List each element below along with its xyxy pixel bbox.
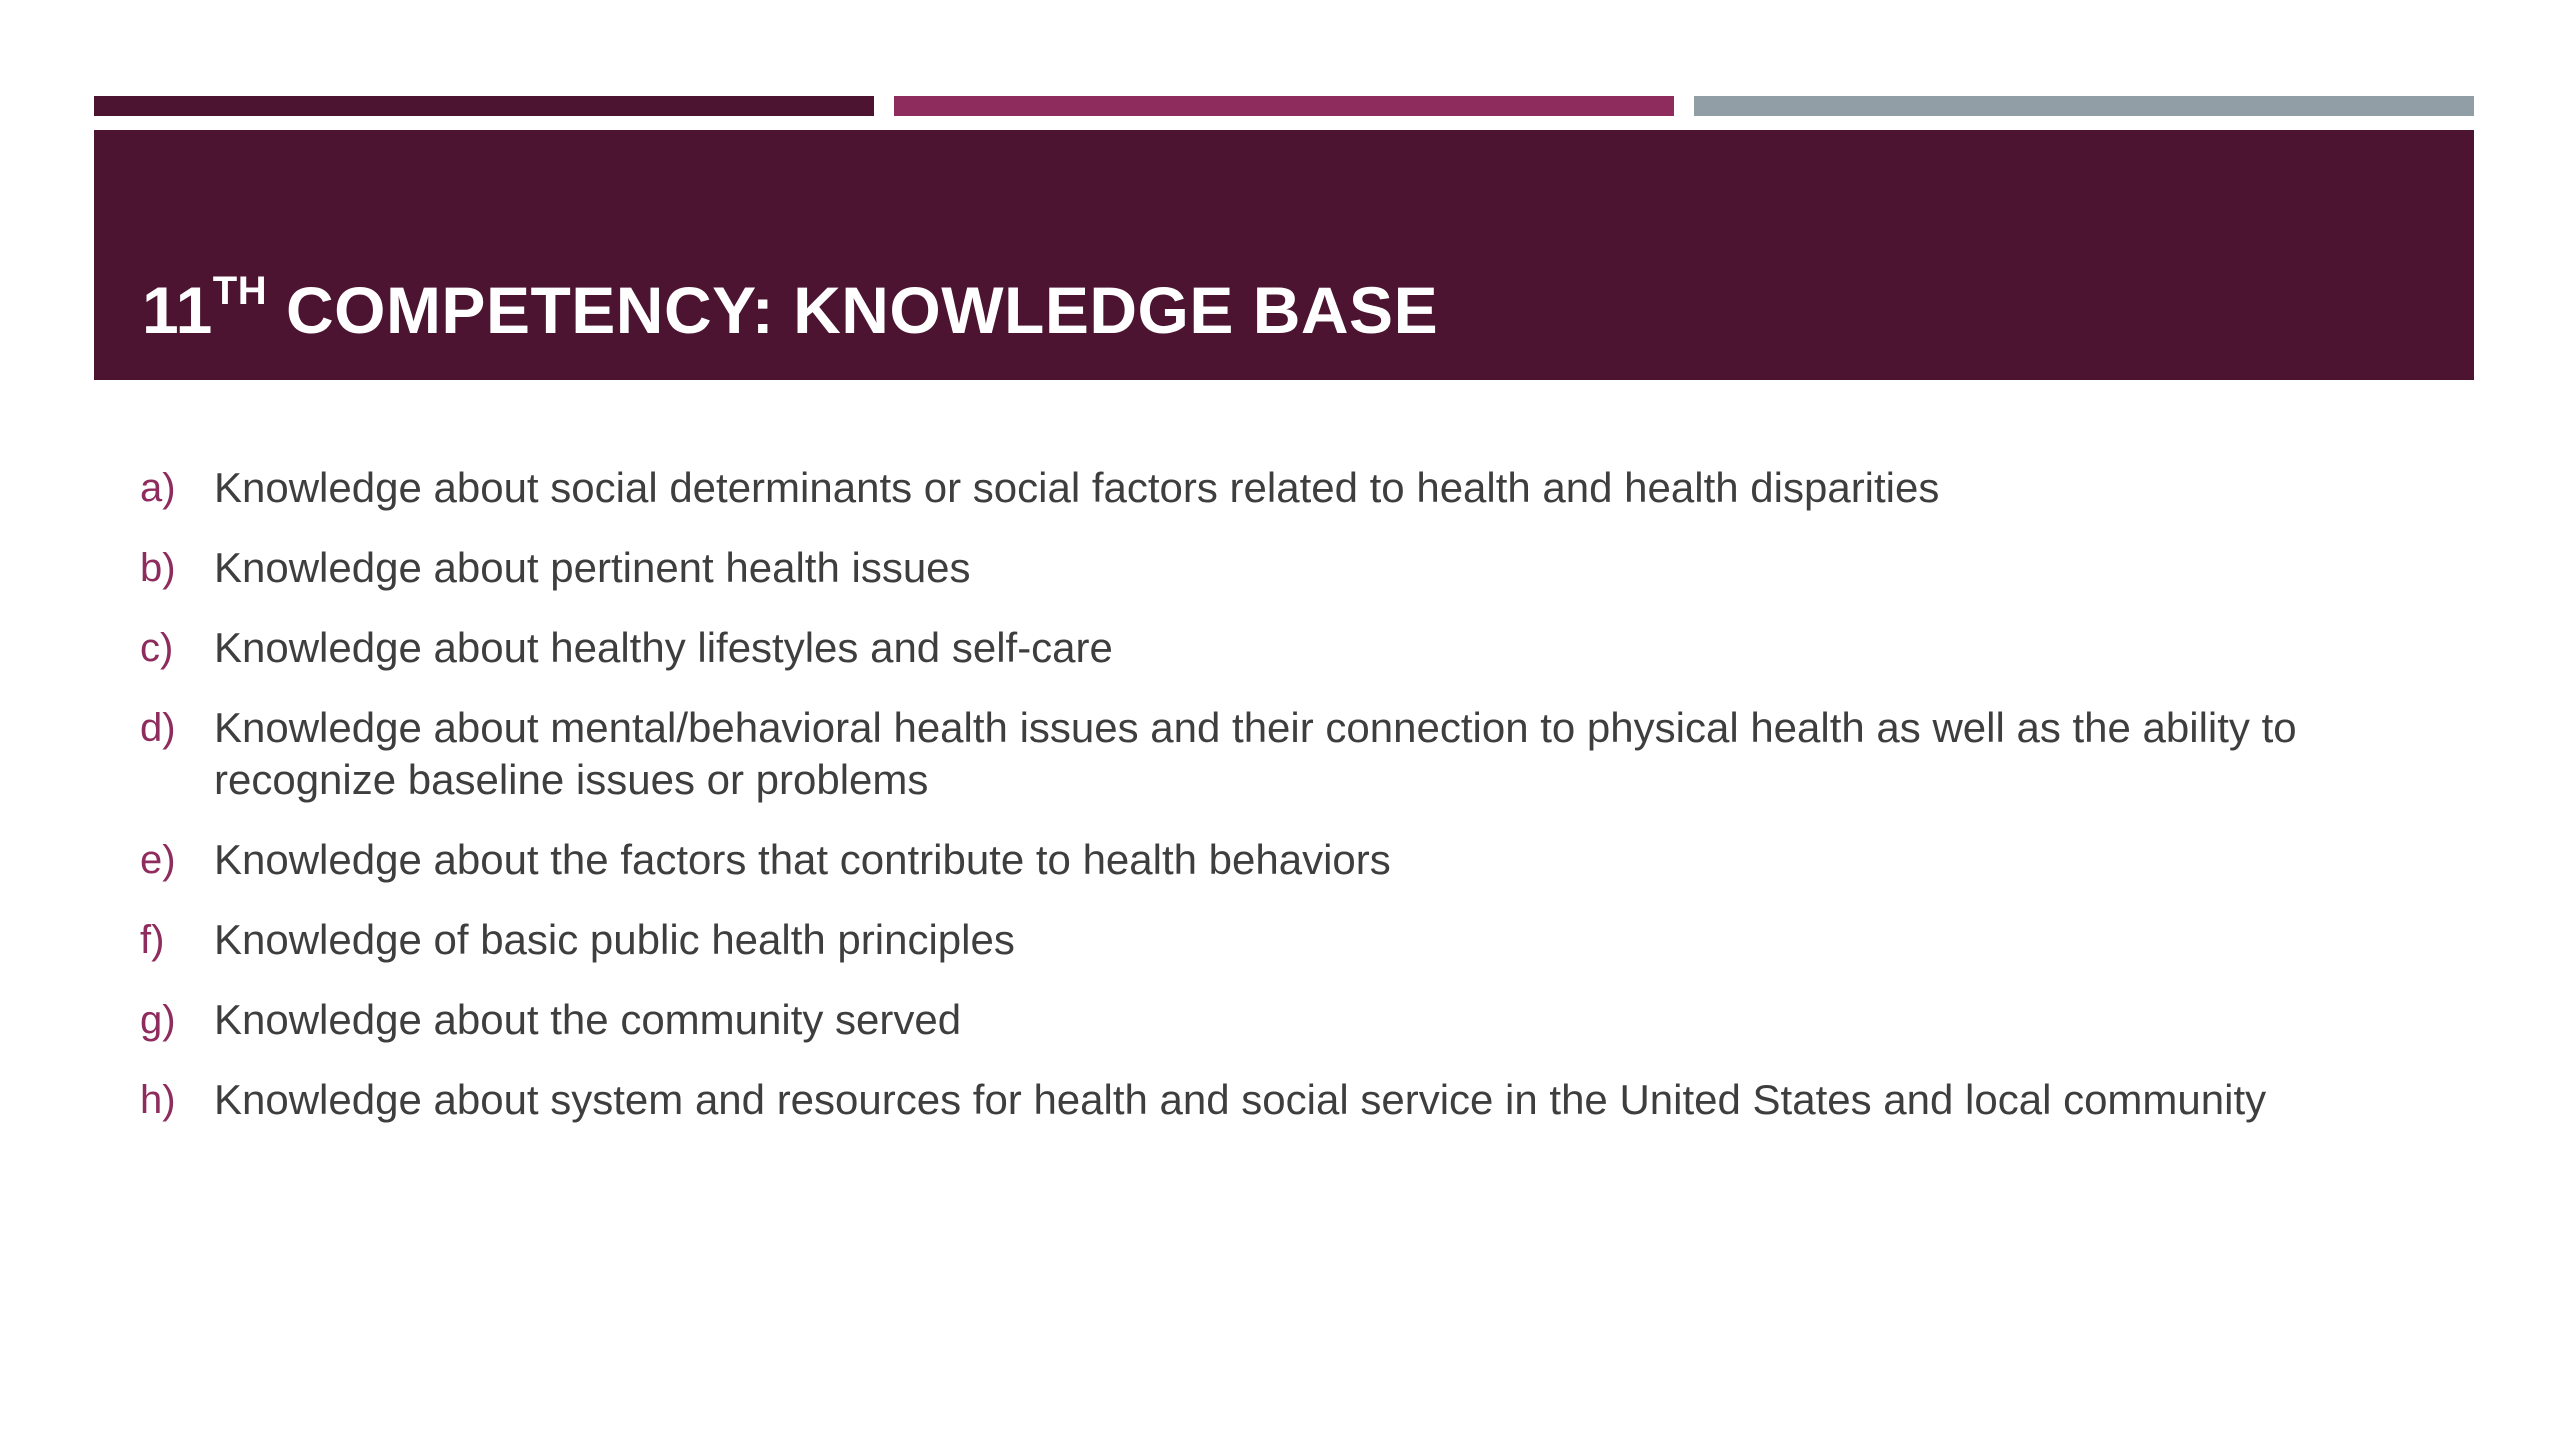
list-item-text: Knowledge about mental/behavioral health issues and their connection to physical health as well as the ability to recognize baseline issues or problems — [214, 704, 2297, 803]
list-item — [140, 914, 2380, 966]
list-item — [140, 622, 2380, 674]
list-marker: c) — [140, 626, 174, 670]
list-marker: b) — [140, 546, 176, 590]
title-superscript: TH — [212, 269, 268, 313]
list-item — [140, 1074, 2380, 1126]
title-number: 11 — [142, 273, 213, 347]
accent-bar-gray — [1694, 96, 2474, 116]
accent-bar-dark — [94, 96, 874, 116]
list-item-text: Knowledge about social determinants or social factors related to health and health disparities — [214, 464, 1940, 511]
list-item-text: Knowledge about healthy lifestyles and self-care — [214, 624, 1113, 671]
list-marker: h) — [140, 1078, 176, 1122]
list-item — [140, 994, 2380, 1046]
slide-title — [142, 270, 1438, 350]
list-marker: e) — [140, 838, 176, 882]
list-item — [140, 542, 2380, 594]
list-marker: a) — [140, 466, 176, 510]
list-item-text: Knowledge about pertinent health issues — [214, 544, 971, 591]
list-item — [140, 702, 2380, 806]
list-item — [140, 462, 2380, 514]
list-marker: g) — [140, 998, 176, 1042]
list-item — [140, 834, 2380, 886]
accent-bar-magenta — [894, 96, 1674, 116]
title-rest: COMPETENCY: KNOWLEDGE BASE — [267, 273, 1439, 347]
title-band — [94, 130, 2474, 380]
list-item-text: Knowledge about the factors that contribute to health behaviors — [214, 836, 1391, 883]
list-marker: d) — [140, 706, 176, 750]
list-marker: f) — [140, 918, 165, 962]
list-item-text: Knowledge about system and resources for health and social service in the United States and local community — [214, 1076, 2267, 1123]
competency-list — [140, 462, 2380, 1154]
list-item-text: Knowledge of basic public health principles — [214, 916, 1015, 963]
list-item-text: Knowledge about the community served — [214, 996, 962, 1043]
